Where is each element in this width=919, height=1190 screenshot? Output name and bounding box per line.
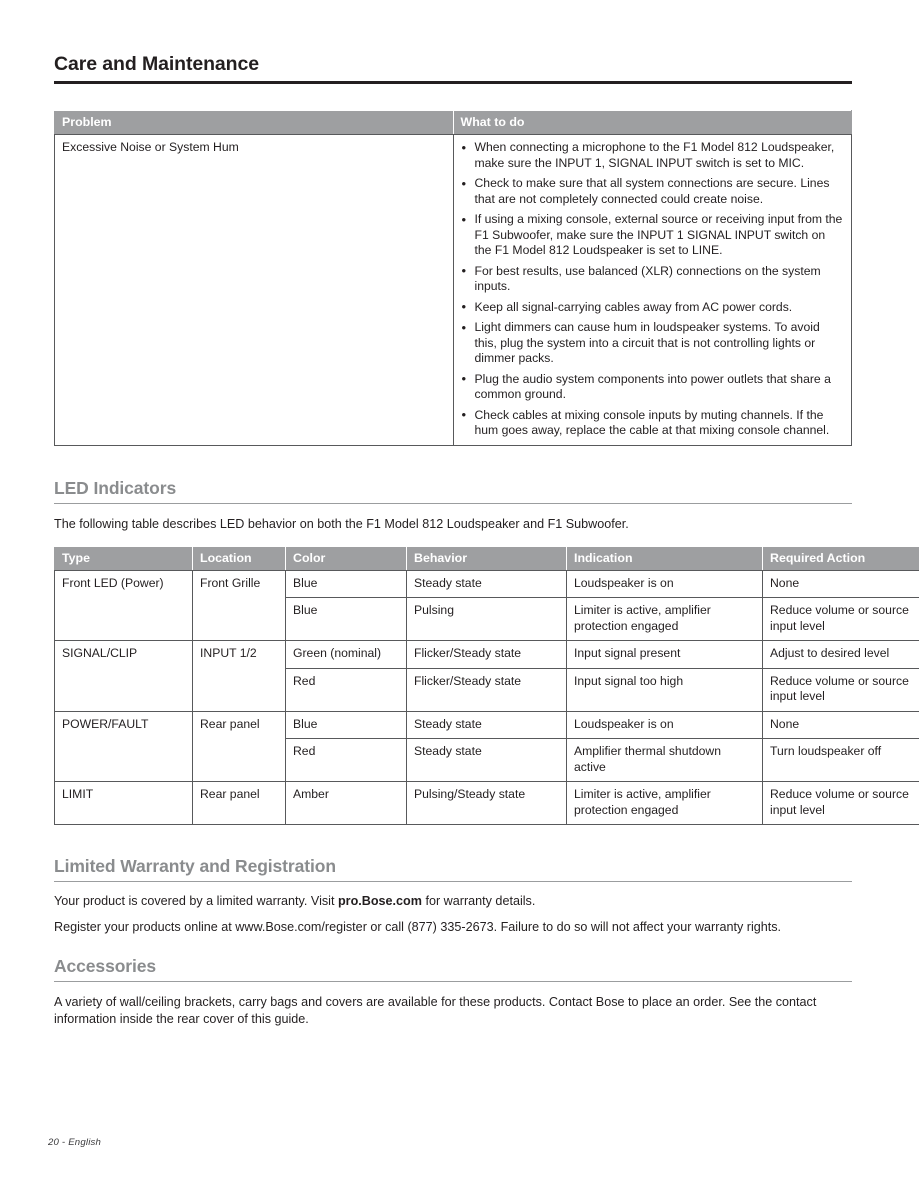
column-header-color: Color (286, 546, 407, 570)
warranty-paragraph-2: Register your products online at www.Bose.com/register or call (877) 335-2673. Failure to do so will not affect your warranty rights. (54, 920, 782, 934)
cell-indication: Limiter is active, amplifier protection engaged (567, 782, 763, 825)
cell-behavior: Pulsing (407, 598, 567, 641)
cell-action: Reduce volume or source input level (763, 668, 919, 711)
led-indicators-table (54, 546, 919, 826)
table-row (55, 711, 919, 739)
cell-indication: Input signal present (567, 641, 763, 669)
warranty-link-text: pro.Bose.com (337, 894, 422, 908)
cell-type: POWER/FAULT (55, 711, 193, 782)
cell-indication: Loudspeaker is on (567, 711, 763, 739)
cell-action: Adjust to desired level (763, 641, 919, 669)
column-header-indication: Indication (567, 546, 763, 570)
table-row (55, 641, 919, 669)
cell-location: Front Grille (193, 570, 286, 641)
spacer (54, 825, 852, 855)
warranty-paragraph-1 (54, 893, 852, 910)
spacer (54, 982, 852, 994)
cell-color: Green (nominal) (286, 641, 407, 669)
list-item: • Light dimmers can cause hum in loudspeaker systems. To avoid this, plug the system into a circuit that is not controlling lights or dimmer packs. (461, 320, 845, 367)
column-header-what-to-do: What to do (453, 111, 852, 135)
cell-what-to-do (453, 135, 852, 446)
cell-behavior: Flicker/Steady state (407, 668, 567, 711)
list-item: • Keep all signal-carrying cables away from AC power cords. (461, 300, 845, 316)
cell-indication: Loudspeaker is on (567, 570, 763, 598)
cell-indication: Input signal too high (567, 668, 763, 711)
cell-type: SIGNAL/CLIP (55, 641, 193, 712)
list-item: • If using a mixing console, external source or receiving input from the F1 Subwoofer, make sure the INPUT 1 SIGNAL INPUT switch on the F1 Model 812 Loudspeaker is set to LINE. (461, 212, 845, 259)
cell-color: Amber (286, 782, 407, 825)
cell-location: INPUT 1/2 (193, 641, 286, 712)
list-item: • When connecting a microphone to the F1 Model 812 Loudspeaker, make sure the INPUT 1, SIGNAL INPUT switch is set to MIC. (461, 140, 845, 171)
table-header-row (55, 546, 919, 570)
table-row (55, 782, 919, 825)
cell-behavior: Steady state (407, 570, 567, 598)
spacer (54, 882, 852, 893)
warranty-text-after: for warranty details. (421, 894, 536, 908)
cell-behavior: Steady state (407, 711, 567, 739)
cell-action: Turn loudspeaker off (763, 739, 919, 782)
spacer (54, 504, 852, 516)
cell-action: None (763, 711, 919, 739)
section-heading-limited-warranty: Limited Warranty and Registration (54, 856, 336, 876)
column-header-required-action: Required Action (763, 546, 919, 570)
section-heading-led-indicators: LED Indicators (54, 477, 177, 498)
cell-location: Rear panel (193, 711, 286, 782)
cell-color: Red (286, 739, 407, 782)
accessories-paragraph: A variety of wall/ceiling brackets, carry bags and covers are available for these products. Contact Bose to place an order. See the contact information inside the rear cover of this guide. (54, 995, 817, 1026)
cell-color: Blue (286, 598, 407, 641)
cell-indication: Limiter is active, amplifier protection engaged (567, 598, 763, 641)
column-header-location: Location (193, 546, 286, 570)
cell-behavior: Flicker/Steady state (407, 641, 567, 669)
list-item: • For best results, use balanced (XLR) connections on the system inputs. (461, 264, 845, 295)
list-item: • Check to make sure that all system connections are secure. Lines that are not completely connected could create noise. (461, 176, 845, 207)
cell-indication: Amplifier thermal shutdown active (567, 739, 763, 782)
cell-location: Rear panel (193, 782, 286, 825)
page-title: Care and Maintenance (54, 53, 259, 75)
spacer (54, 446, 852, 477)
page-content (54, 0, 909, 1028)
spacer (54, 533, 852, 546)
cell-color: Blue (286, 570, 407, 598)
spacer (54, 936, 852, 955)
table-row (55, 570, 919, 598)
action-list (461, 140, 845, 439)
column-header-problem: Problem (55, 111, 454, 135)
page-footer: 20 - English (48, 1137, 102, 1148)
list-item: • Plug the audio system components into power outlets that share a common ground. (461, 372, 845, 403)
troubleshooting-table (54, 110, 852, 446)
table-row (55, 135, 852, 446)
cell-action: None (763, 570, 919, 598)
column-header-behavior: Behavior (407, 546, 567, 570)
cell-behavior: Pulsing/Steady state (407, 782, 567, 825)
cell-type: Front LED (Power) (55, 570, 193, 641)
cell-type: LIMIT (55, 782, 193, 825)
cell-action: Reduce volume or source input level (763, 782, 919, 825)
list-item: • Check cables at mixing console inputs by muting channels. If the hum goes away, replace the cable at that mixing console channel. (461, 408, 845, 439)
warranty-text-before: Your product is covered by a limited warranty. Visit (54, 894, 338, 908)
led-intro-text: The following table describes LED behavior on both the F1 Model 812 Loudspeaker and F1 Subwoofer. (54, 516, 629, 531)
cell-problem: Excessive Noise or System Hum (55, 135, 454, 446)
spacer (54, 84, 852, 110)
table-header-row (55, 111, 852, 135)
cell-action: Reduce volume or source input level (763, 598, 919, 641)
cell-behavior: Steady state (407, 739, 567, 782)
section-heading-accessories: Accessories (54, 956, 157, 976)
cell-color: Blue (286, 711, 407, 739)
spacer (54, 910, 852, 919)
column-header-type: Type (55, 546, 193, 570)
cell-color: Red (286, 668, 407, 711)
